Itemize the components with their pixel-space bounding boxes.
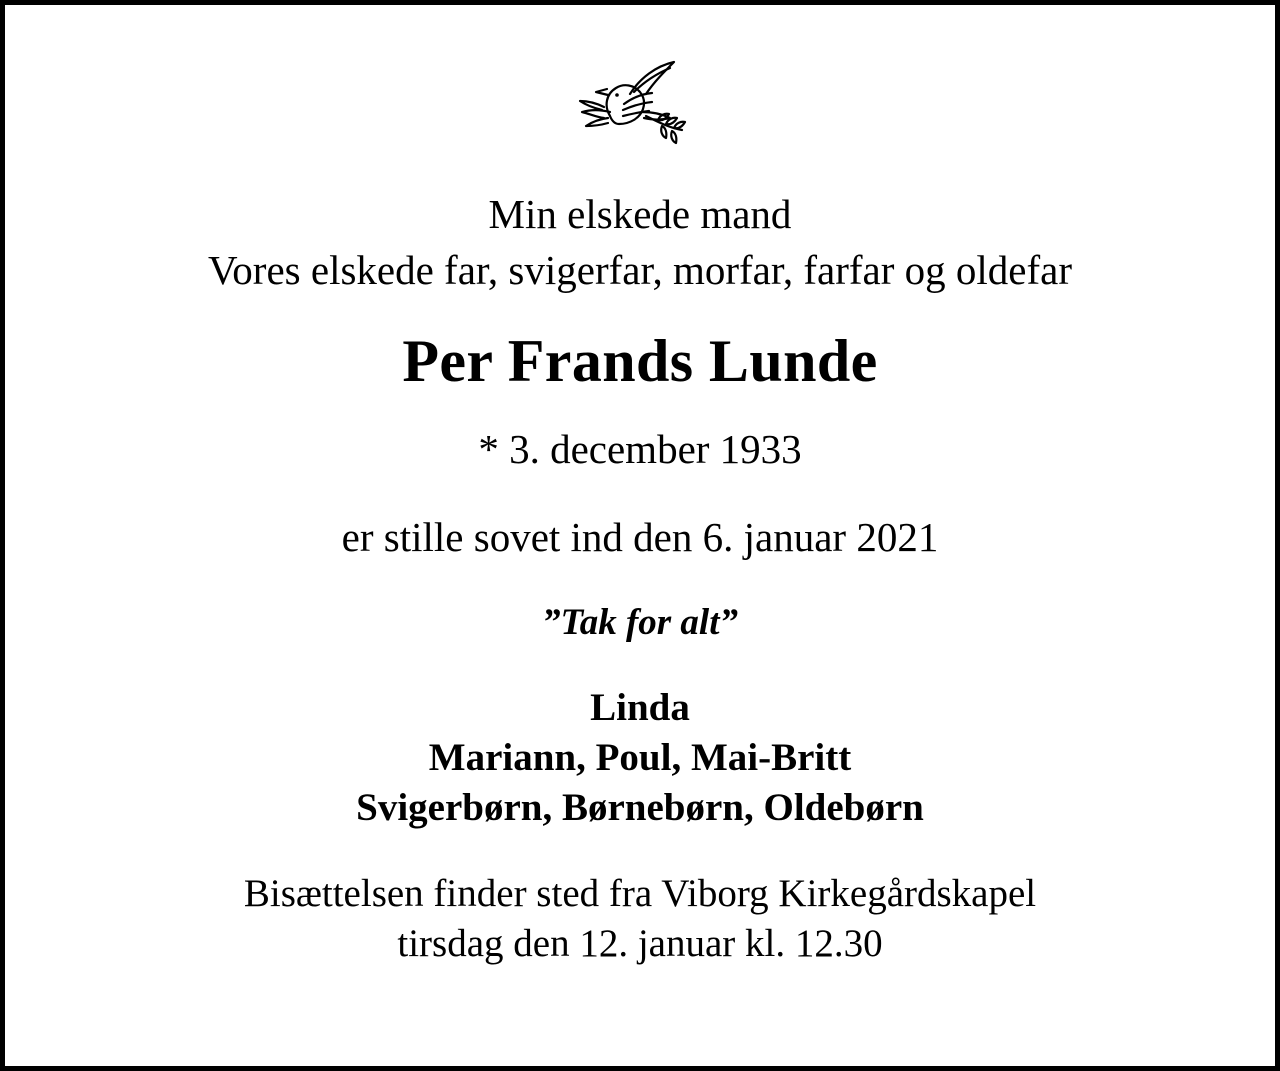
survivor-line: Linda (590, 686, 690, 730)
survivor-line: Svigerbørn, Børnebørn, Oldebørn (356, 786, 924, 830)
service-details (244, 869, 1036, 969)
survivor-line: Mariann, Poul, Mai-Britt (428, 736, 852, 780)
service-time-line: tirsdag den 12. januar kl. 12.30 (397, 922, 883, 965)
survivors-list (356, 683, 924, 833)
farewell-quote: ”Tak for alt” (542, 602, 738, 644)
birth-date: * 3. december 1933 (478, 426, 802, 473)
service-location-line: Bisættelsen finder sted fra Viborg Kirkegårdskapel (243, 872, 1037, 916)
relation-line-secondary: Vores elskede far, svigerfar, morfar, farfar og oldefar (207, 247, 1072, 294)
deceased-name: Per Frands Lunde (402, 328, 878, 395)
dove-with-olive-branch-icon (570, 51, 710, 161)
relation-line-primary: Min elskede mand (488, 191, 792, 237)
death-statement: er stille sovet ind den 6. januar 2021 (341, 514, 939, 561)
